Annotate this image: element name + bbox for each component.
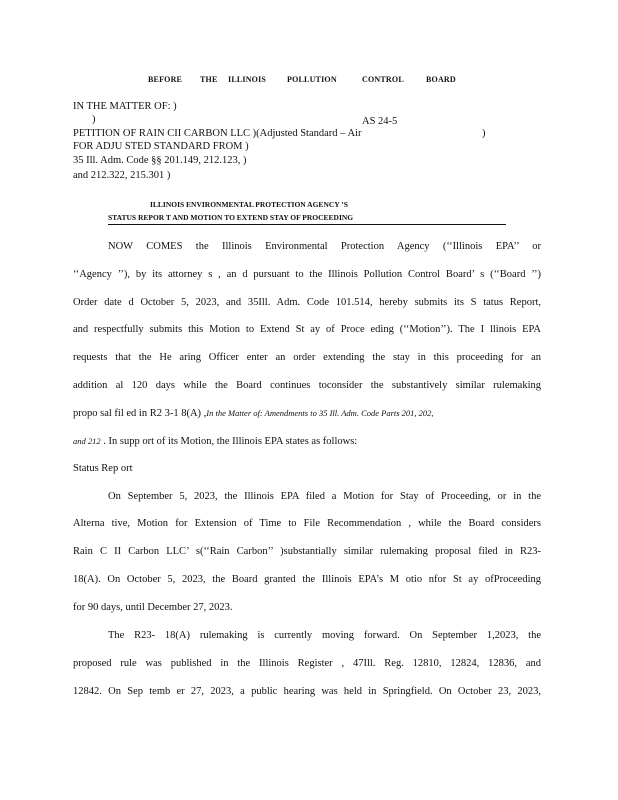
body-line: requests that the He aring Officer enter an order extending the stay in this proceeding for an [73,352,541,363]
body-line: On September 5, 2023, the Illinois EPA filed a Motion for Stay of Proceeding, or in the [108,491,541,502]
document-title-line1: ILLINOIS ENVIRONMENTAL PROTECTION AGENCY ’S [150,200,348,209]
header-word-the: THE [200,75,218,84]
body-line [73,434,541,449]
header-word-pollution: POLLUTION [287,75,337,84]
caption-line: PETITION OF RAIN CII CARBON LLC )(Adjusted Standard – Air [73,128,362,139]
body-line: The R23- 18(A) rulemaking is currently moving forward. On September 1,2023, the [108,630,541,641]
body-line: addition al 120 days while the Board continues toconsider the substantively similar rulemaking [73,380,541,391]
body-line: ‘‘Agency ’’), by its attorney s , an d pursuant to the Illinois Pollution Control Board’ s (‘‘Board ’’) [73,269,541,280]
body-text: propo sal fil ed in R2 3-1 8(A) , [73,408,207,419]
caption-line: IN THE MATTER OF: ) [73,101,177,112]
header-word-illinois: ILLINOIS [228,75,267,84]
body-line: 18(A). On October 5, 2023, the Board granted the Illinois EPA’s M otio nfor St ay ofProceeding [73,574,541,585]
body-line: Rain C II Carbon LLC’ s(‘‘Rain Carbon’’ )substantially similar rulemaking proposal filed in R23- [73,546,541,557]
caption-line: FOR ADJU STED STANDARD FROM ) [73,141,249,152]
body-line: and respectfully submits this Motion to Extend St ay of Proce eding (‘‘Motion’’). The I llinois EPA [73,324,541,335]
body-line: Alterna tive, Motion for Extension of Time to File Recommendation , while the Board considers [73,518,541,529]
body-line: proposed rule was published in the Illinois Register , 47Ill. Reg. 12810, 12824, 12836, and [73,658,541,669]
caption-line: and 212.322, 215.301 ) [73,170,171,181]
body-line: Order date d October 5, 2023, and 35Ill. Adm. Code 101.514, hereby submits its S tatus Report, [73,297,541,308]
header-word-board: BOARD [426,75,456,84]
document-title-line2: STATUS REPOR T AND MOTION TO EXTEND STAY OF PROCEEDING [108,213,354,222]
body-line: 12842. On Sep temb er 27, 2023, a public hearing was held in Springfield. On October 23, 2023, [73,686,541,697]
body-line: for 90 days, until December 27, 2023. [73,602,233,613]
case-citation-italic: In the Matter of: Amendments to 35 Ill. Adm. Code Parts 201, 202, [206,408,434,418]
case-citation-italic: and 212 [73,436,101,446]
caption-line: 35 Ill. Adm. Code §§ 201.149, 212.123, ) [73,155,247,166]
section-heading: Status Rep ort [73,463,133,474]
header-word-before: BEFORE [148,75,183,84]
body-line: NOW COMES the Illinois Environmental Protection Agency (‘‘Illinois EPA’’ or [108,241,541,252]
body-line [73,406,541,421]
case-number: AS 24-5 [362,116,398,127]
header-word-control: CONTROL [362,75,404,84]
caption-paren: ) [92,114,96,125]
caption-paren: ) [482,128,486,139]
title-underline [108,224,506,225]
body-text: . In supp ort of its Motion, the Illinois EPA states as follows: [100,436,358,447]
